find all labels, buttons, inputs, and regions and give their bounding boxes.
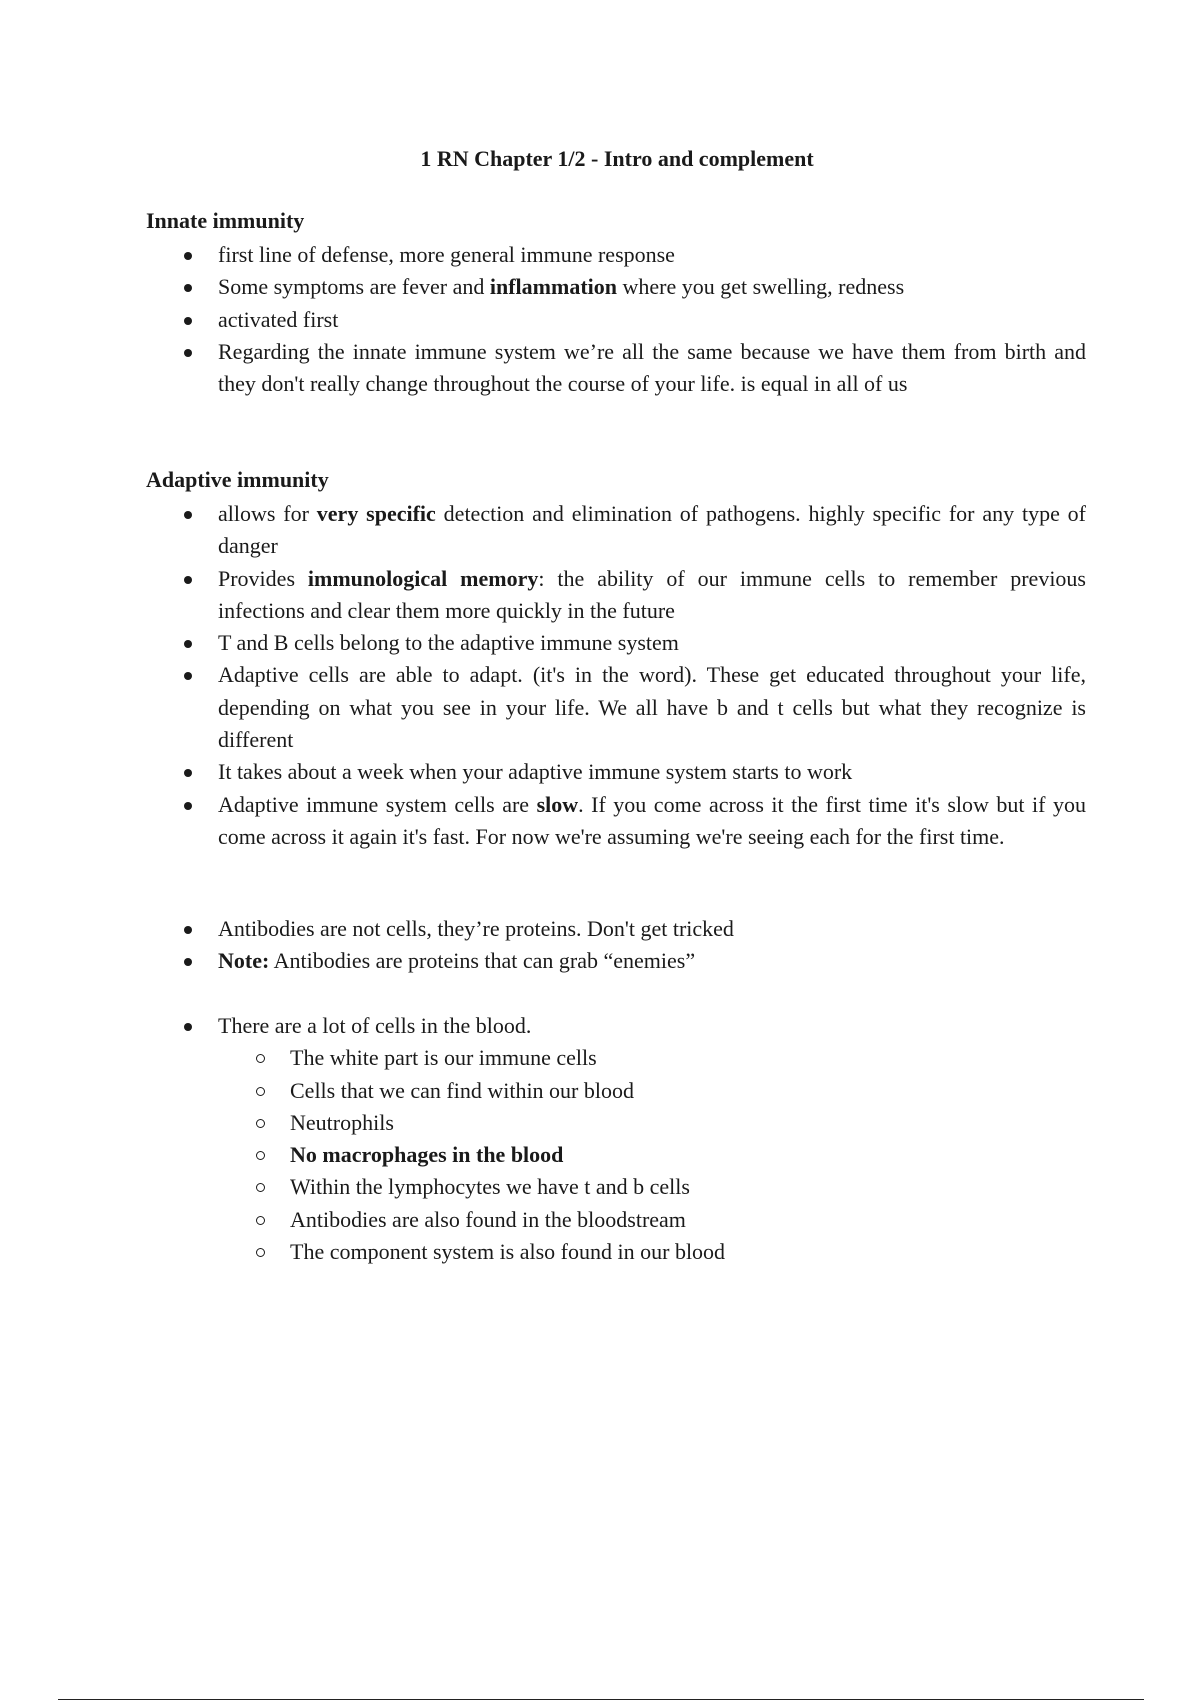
bullet-icon (184, 958, 192, 966)
list-item: first line of defense, more general immune response (146, 239, 1086, 271)
adaptive-heading: Adaptive immunity (146, 467, 329, 492)
hollow-bullet-icon (256, 1183, 265, 1192)
list-item: Regarding the innate immune system we’re all the same because we have them from birth and they don't really change throughout the course of your life. is equal in all of us (146, 336, 1086, 401)
bullet-icon (184, 284, 192, 292)
sub-list-item: Antibodies are also found in the bloodstream (218, 1204, 1086, 1236)
hollow-bullet-icon (256, 1216, 265, 1225)
bullet-icon (184, 511, 192, 519)
page-title: 1 RN Chapter 1/2 - Intro and complement (420, 146, 814, 171)
sub-list-item: Cells that we can find within our blood (218, 1075, 1086, 1107)
sub-list-item: No macrophages in the blood (218, 1139, 1086, 1171)
adaptive-list (146, 498, 1086, 853)
hollow-bullet-icon (256, 1151, 265, 1160)
sub-list-item: Within the lymphocytes we have t and b cells (218, 1171, 1086, 1203)
innate-heading: Innate immunity (146, 208, 305, 233)
bullet-icon (184, 349, 192, 357)
innate-list (146, 239, 1086, 400)
hollow-bullet-icon (256, 1054, 265, 1063)
list-item: There are a lot of cells in the blood. The white part is our immune cells Cells that we can find within our blood Neutrophils No macrophages in the blood Within the lymphocytes we have t and b cells Antibodies are also found in the bloodstream The component system is also found in our blood (146, 1010, 1086, 1268)
bullet-icon (184, 640, 192, 648)
bullet-icon (184, 317, 192, 325)
bullet-icon (184, 1023, 192, 1031)
list-item: allows for very specific detection and elimination of pathogens. highly specific for any type of danger (146, 498, 1086, 563)
blood-sublist (218, 1042, 1086, 1268)
list-item: Note: Antibodies are proteins that can grab “enemies” (146, 945, 1086, 977)
bullet-icon (184, 252, 192, 260)
sub-list-item: The component system is also found in our blood (218, 1236, 1086, 1268)
hollow-bullet-icon (256, 1119, 265, 1128)
list-item: It takes about a week when your adaptive immune system starts to work (146, 756, 1086, 788)
hollow-bullet-icon (256, 1087, 265, 1096)
list-item: Provides immunological memory: the ability of our immune cells to remember previous infections and clear them more quickly in the future (146, 563, 1086, 628)
sub-list-item: The white part is our immune cells (218, 1042, 1086, 1074)
bullet-icon (184, 926, 192, 934)
list-item: Some symptoms are fever and inflammation where you get swelling, redness (146, 271, 1086, 303)
list-item: Adaptive immune system cells are slow. If you come across it the first time it's slow but if you come across it again it's fast. For now we're assuming we're seeing each for the first time. (146, 789, 1086, 854)
bullet-icon (184, 769, 192, 777)
hollow-bullet-icon (256, 1248, 265, 1257)
list-item: activated first (146, 304, 1086, 336)
bullet-icon (184, 672, 192, 680)
blood-list (146, 1010, 1086, 1268)
bullet-icon (184, 802, 192, 810)
list-item: Antibodies are not cells, they’re proteins. Don't get tricked (146, 913, 1086, 945)
list-item: T and B cells belong to the adaptive immune system (146, 627, 1086, 659)
list-item: Adaptive cells are able to adapt. (it's in the word). These get educated throughout your life, depending on what you see in your life. We all have b and t cells but what they recognize is different (146, 659, 1086, 756)
bullet-icon (184, 576, 192, 584)
sub-list-item: Neutrophils (218, 1107, 1086, 1139)
antibodies-list (146, 913, 1086, 978)
